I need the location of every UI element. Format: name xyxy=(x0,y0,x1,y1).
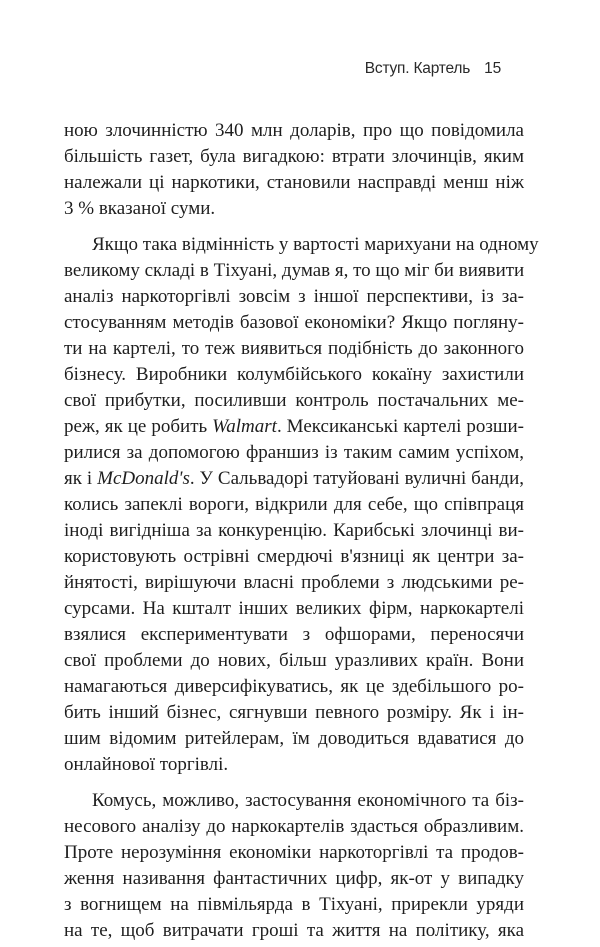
text-run: реж, як це робить xyxy=(64,416,213,437)
text-line xyxy=(64,414,524,440)
brand-name-mcdonalds: McDonald's xyxy=(97,468,190,489)
text-line: належали ці наркотики, становили насправді менш ніж xyxy=(64,172,524,193)
text-line: Комусь, можливо, застосування економічного та біз- xyxy=(92,790,524,811)
text-line: сурсами. На кшталт інших великих фірм, наркокартелі xyxy=(64,598,524,619)
text-line: бізнесу. Виробники колумбійського кокаїну захистили xyxy=(64,364,524,385)
text-line: свої прибутки, посиливши контроль постачальних ме- xyxy=(64,390,524,411)
text-line: ження називання фантастичних цифр, як-от у випадку xyxy=(64,868,524,889)
text-line: онлайнової торгівлі. xyxy=(64,754,229,775)
text-line: іноді вигідніша за конкуренцію. Карибські злочинці ви- xyxy=(64,520,524,541)
running-head xyxy=(365,60,501,78)
paragraph xyxy=(64,118,524,222)
brand-name-walmart: Walmart xyxy=(212,416,277,437)
text-line: бить інший бізнес, сягнувши певного розміру. Як і ін- xyxy=(64,702,524,723)
paragraph xyxy=(64,788,524,944)
text-line: з вогнищем на півмільярда в Тіхуані, прирекли уряди xyxy=(64,894,524,915)
text-line: Якщо така відмінність у вартості марихуани на одному xyxy=(92,234,539,255)
paragraph xyxy=(64,232,539,778)
text-line: несового аналізу до наркокартелів здасться образливим. xyxy=(64,816,524,837)
text-line: більшість газет, була вигадкою: втрати злочинців, яким xyxy=(64,146,524,167)
text-line: намагаються диверсифікуватись, як це здебільшого ро- xyxy=(64,676,524,697)
text-line: на те, щоб витрачати гроші та життя на політику, яка xyxy=(64,920,524,941)
text-line: великому складі в Тіхуані, думав я, то що міг би виявити xyxy=(64,260,525,281)
text-run: . У Сальвадорі татуйовані вуличні банди, xyxy=(189,468,525,489)
page-number: 15 xyxy=(484,60,501,77)
text-run: як і xyxy=(64,468,98,489)
text-line: Проте нерозуміння економіки наркоторгівлі та продов- xyxy=(64,842,524,863)
text-line: стосуванням методів базової економіки? Якщо погляну- xyxy=(64,312,524,333)
text-line: ною злочинністю 340 млн доларів, про що повідомила xyxy=(64,120,524,141)
text-line: ти на картелі, то теж виявиться подібність до законного xyxy=(64,338,524,359)
body-text xyxy=(64,118,539,944)
text-line: колись запеклі вороги, відкрили для себе, що співпраця xyxy=(64,494,524,515)
text-line: аналіз наркоторгівлі зовсім з іншої перспективи, із за- xyxy=(64,286,524,307)
text-line: свої проблеми до нових, більш уразливих країн. Вони xyxy=(64,650,524,671)
text-line: користовують острівні смердючі в'язниці як центри за- xyxy=(64,546,524,567)
text-line: йнятості, вирішуючи власні проблеми з людськими ре- xyxy=(64,572,524,593)
text-line: рилися за допомогою франшиз із таким самим успіхом, xyxy=(64,442,524,463)
text-line xyxy=(64,466,524,492)
text-run: . Мексиканські картелі розши- xyxy=(276,416,525,437)
chapter-title: Вступ. Картель xyxy=(364,60,471,77)
text-line: 3 % вказаної суми. xyxy=(64,198,216,219)
text-line: взялися експериментувати з офшорами, переносячи xyxy=(64,624,524,645)
text-line: шим відомим ритейлерам, їм доводиться вдаватися до xyxy=(64,728,524,749)
